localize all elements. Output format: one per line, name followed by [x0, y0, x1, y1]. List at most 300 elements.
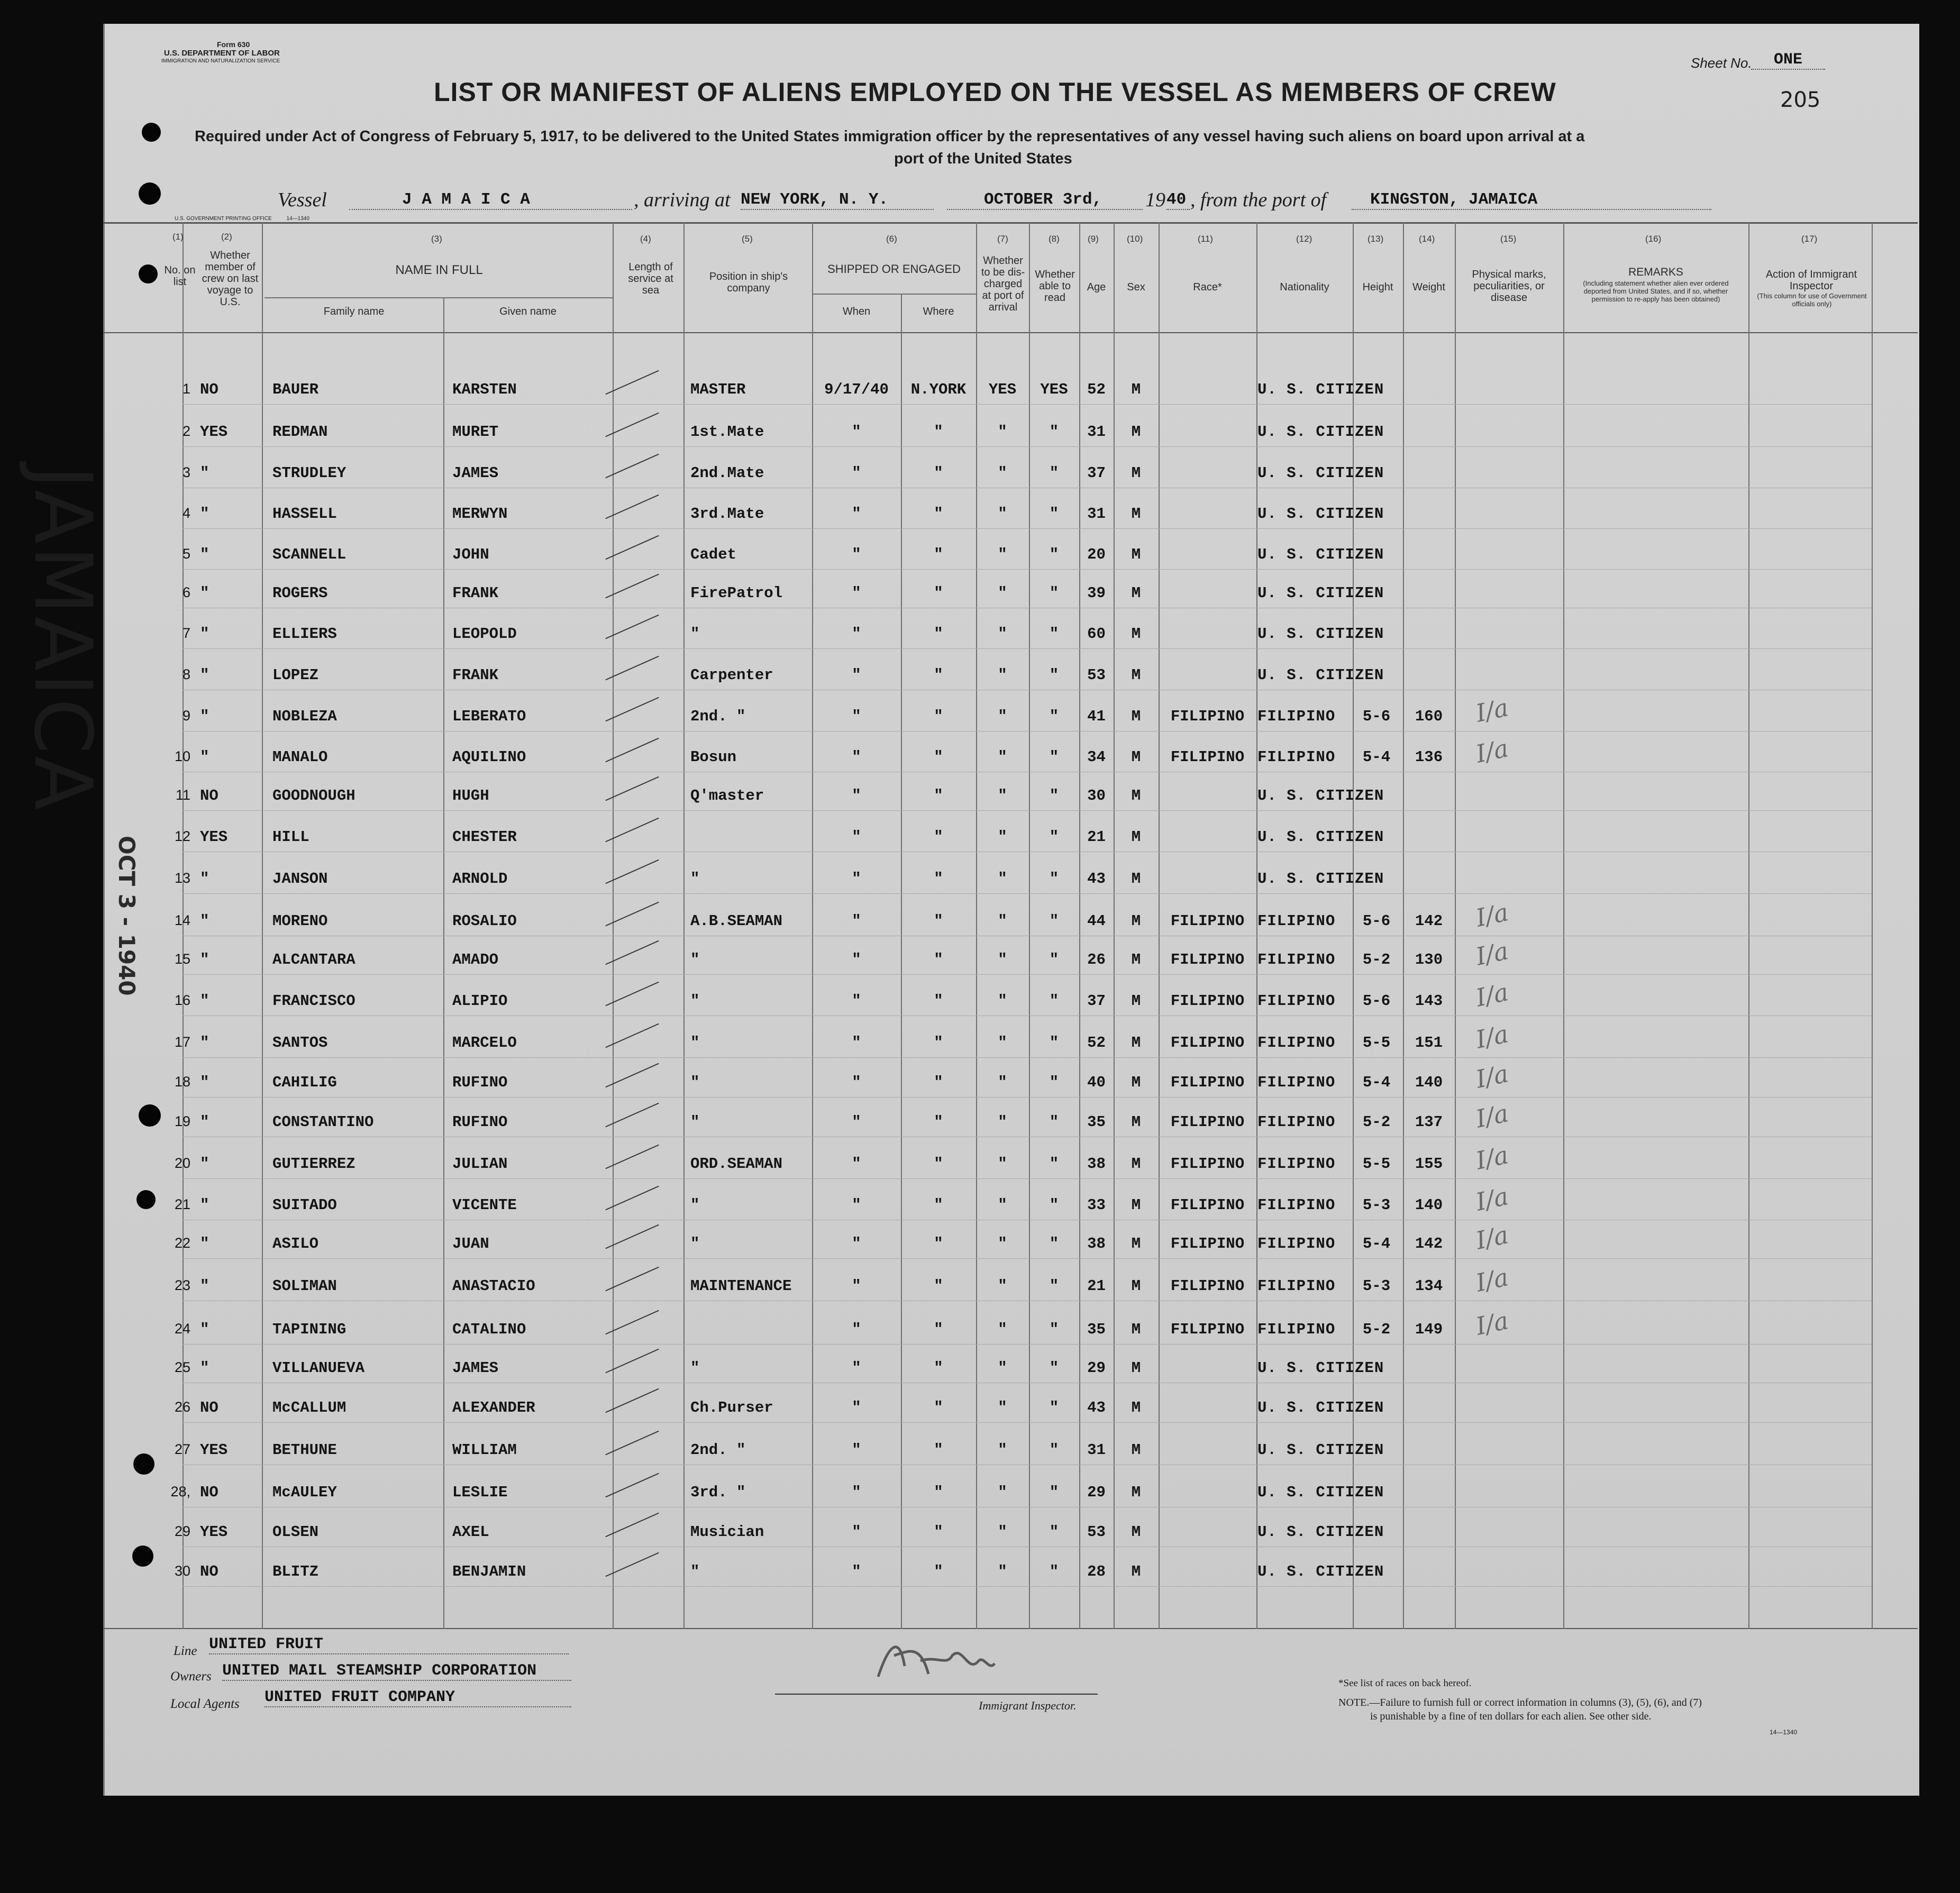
- cell-read: ": [1049, 625, 1059, 643]
- cell-nat: U. S. CITIZEN: [1257, 1359, 1384, 1377]
- cell-given: LEBERATO: [452, 708, 526, 725]
- col-num: (11): [1198, 234, 1213, 244]
- col-num: (7): [997, 234, 1008, 244]
- cell-family: FRANCISCO: [272, 992, 355, 1010]
- cell-family: NOBLEZA: [272, 708, 337, 725]
- cell-read: ": [1049, 1321, 1059, 1338]
- cell-position: MASTER: [690, 381, 746, 398]
- cell-height: 5-2: [1362, 1113, 1391, 1131]
- vessel-name-stamp: JAMAICA: [16, 465, 108, 812]
- col-num: (2): [221, 232, 232, 242]
- cell-where: N.YORK: [910, 381, 967, 398]
- cell-when: ": [852, 912, 861, 930]
- cell-family: STRUDLEY: [272, 464, 347, 482]
- row-rule: [183, 1344, 1872, 1345]
- cell-age: 40: [1087, 1074, 1106, 1091]
- cell-disch: ": [998, 1113, 1007, 1131]
- cell-when: ": [852, 423, 861, 441]
- cell-where: ": [934, 748, 943, 766]
- cell-nat: U. S. CITIZEN: [1257, 1523, 1384, 1541]
- cell-prev: ": [200, 464, 209, 482]
- cell-height: 5-4: [1362, 1235, 1391, 1252]
- cell-sex: M: [1131, 1235, 1141, 1252]
- cell-prev: ": [200, 1074, 209, 1091]
- arriving-label: , arriving at: [634, 189, 731, 211]
- header-given-name: Given name: [499, 306, 557, 317]
- cell-prev: ": [200, 1196, 209, 1214]
- cell-position: ": [690, 1359, 700, 1377]
- cell-where: ": [934, 464, 943, 482]
- cell-no: 9: [182, 708, 190, 724]
- cell-sex: M: [1131, 1074, 1141, 1091]
- cell-height: 5-6: [1362, 912, 1391, 930]
- cell-no: 22: [174, 1235, 190, 1251]
- cell-weight: 130: [1415, 951, 1443, 968]
- cell-where: ": [934, 584, 943, 602]
- cell-disch: ": [998, 1359, 1007, 1377]
- physical-marks-annotation: I/a: [1473, 734, 1511, 769]
- cell-nat: FILIPINO: [1257, 748, 1336, 766]
- cell-family: SANTOS: [272, 1034, 328, 1051]
- cell-where: ": [934, 1034, 943, 1051]
- cell-prev: ": [200, 1113, 209, 1131]
- cell-race: FILIPINO: [1170, 748, 1245, 766]
- cell-height: 5-4: [1362, 748, 1391, 766]
- cell-family: BAUER: [272, 381, 319, 398]
- row-rule: [183, 974, 1872, 975]
- cell-no: 14: [174, 912, 190, 928]
- row-rule: [183, 1586, 1872, 1587]
- cell-family: McCALLUM: [272, 1399, 347, 1416]
- cell-age: 44: [1087, 912, 1106, 930]
- cell-family: SOLIMAN: [272, 1277, 337, 1295]
- cell-where: ": [934, 666, 943, 684]
- cell-where: ": [934, 1155, 943, 1173]
- cell-when: ": [852, 1321, 861, 1338]
- cell-no: 3: [182, 464, 190, 480]
- cell-no: 4: [182, 505, 190, 521]
- cell-prev: ": [200, 505, 209, 523]
- cell-where: ": [934, 1399, 943, 1416]
- arriving-port: NEW YORK, N. Y.: [741, 190, 934, 210]
- header-race: Race*: [1193, 281, 1222, 293]
- cell-position: ": [690, 870, 700, 888]
- col-num: (14): [1419, 234, 1435, 244]
- cell-sex: M: [1131, 870, 1141, 888]
- cell-age: 21: [1087, 1277, 1106, 1295]
- cell-height: 5-2: [1362, 1321, 1391, 1338]
- cell-age: 43: [1087, 870, 1106, 888]
- cell-sex: M: [1131, 828, 1141, 846]
- cell-read: YES: [1040, 381, 1068, 398]
- cell-sex: M: [1131, 1155, 1141, 1173]
- cell-position: ": [690, 1113, 700, 1131]
- header-bottom-rule: [103, 332, 1918, 333]
- cell-position: 1st.Mate: [690, 423, 764, 441]
- cell-no: 10: [174, 748, 190, 764]
- cell-family: CAHILIG: [272, 1074, 337, 1091]
- cell-position: A.B.SEAMAN: [690, 912, 783, 930]
- cell-when: ": [852, 1034, 861, 1051]
- physical-marks-annotation: I/a: [1473, 1059, 1511, 1094]
- physical-marks-annotation: I/a: [1473, 1140, 1511, 1175]
- cell-position: Musician: [690, 1523, 764, 1541]
- header-discharged: Whether to be dis-charged at port of arrival: [981, 255, 1025, 313]
- cell-read: ": [1049, 1034, 1059, 1051]
- cell-age: 52: [1087, 381, 1106, 398]
- punch-hole: [136, 1190, 156, 1209]
- cell-weight: 160: [1415, 708, 1443, 725]
- cell-weight: 136: [1415, 748, 1443, 766]
- cell-sex: M: [1131, 1277, 1141, 1295]
- name-subheader-rule: [265, 297, 614, 298]
- cell-disch: ": [998, 666, 1007, 684]
- cell-when: ": [852, 505, 861, 523]
- inspector-signature-line: [775, 1694, 1098, 1695]
- cell-where: ": [934, 1113, 943, 1131]
- cell-read: ": [1049, 666, 1059, 684]
- cell-no: 1: [182, 381, 190, 397]
- col-num: (6): [886, 234, 897, 244]
- cell-age: 38: [1087, 1155, 1106, 1173]
- cell-race: FILIPINO: [1170, 708, 1245, 725]
- cell-disch: ": [998, 1441, 1007, 1459]
- cell-read: ": [1049, 870, 1059, 888]
- agents-value: UNITED FRUIT COMPANY: [265, 1688, 571, 1707]
- cell-where: ": [934, 912, 943, 930]
- cell-given: JUAN: [452, 1235, 489, 1252]
- cell-read: ": [1049, 584, 1059, 602]
- cell-given: AQUILINO: [452, 748, 526, 766]
- cell-family: ASILO: [272, 1235, 319, 1252]
- cell-position: 2nd. ": [690, 708, 746, 725]
- cell-when: ": [852, 787, 861, 804]
- cell-disch: ": [998, 748, 1007, 766]
- cell-given: BENJAMIN: [452, 1563, 526, 1580]
- cell-disch: ": [998, 708, 1007, 725]
- cell-height: 5-3: [1362, 1196, 1391, 1214]
- cell-position: Cadet: [690, 546, 737, 563]
- punch-hole: [139, 1104, 161, 1127]
- cell-when: ": [852, 666, 861, 684]
- header-age: Age: [1087, 281, 1106, 293]
- cell-when: ": [852, 1441, 861, 1459]
- cell-prev: ": [200, 1235, 209, 1252]
- cell-prev: ": [200, 1321, 209, 1338]
- cell-race: FILIPINO: [1170, 1113, 1245, 1131]
- cell-read: ": [1049, 951, 1059, 968]
- cell-given: AXEL: [452, 1523, 489, 1541]
- punch-hole: [139, 264, 158, 284]
- cell-age: 21: [1087, 828, 1106, 846]
- cell-no: 29: [174, 1523, 190, 1539]
- cell-given: JULIAN: [452, 1155, 508, 1173]
- cell-age: 37: [1087, 464, 1106, 482]
- cell-read: ": [1049, 546, 1059, 563]
- cell-nat: U. S. CITIZEN: [1257, 1563, 1384, 1580]
- cell-no: 28,: [170, 1484, 190, 1499]
- header-service: Length of service at sea: [628, 261, 673, 296]
- cell-age: 35: [1087, 1321, 1106, 1338]
- cell-sex: M: [1131, 708, 1141, 725]
- cell-when: ": [852, 584, 861, 602]
- cell-sex: M: [1131, 1441, 1141, 1459]
- physical-marks-annotation: I/a: [1473, 977, 1511, 1012]
- cell-sex: M: [1131, 1523, 1141, 1541]
- col-line: [443, 297, 444, 1629]
- cell-age: 35: [1087, 1113, 1106, 1131]
- cell-prev: NO: [200, 1563, 218, 1580]
- cell-race: FILIPINO: [1170, 1034, 1245, 1051]
- cell-family: TAPINING: [272, 1321, 347, 1338]
- col-num: (1): [172, 232, 184, 242]
- cell-when: ": [852, 1196, 861, 1214]
- cell-weight: 149: [1415, 1321, 1443, 1338]
- cell-given: ARNOLD: [452, 870, 508, 888]
- cell-family: HILL: [272, 828, 309, 846]
- cell-read: ": [1049, 1399, 1059, 1416]
- cell-race: FILIPINO: [1170, 992, 1245, 1010]
- cell-when: ": [852, 1113, 861, 1131]
- cell-given: ANASTACIO: [452, 1277, 535, 1295]
- cell-prev: ": [200, 708, 209, 725]
- cell-read: ": [1049, 787, 1059, 804]
- cell-when: ": [852, 546, 861, 563]
- page-number: 205: [1780, 88, 1821, 112]
- cell-given: KARSTEN: [452, 381, 517, 398]
- cell-where: ": [934, 1563, 943, 1580]
- cell-prev: ": [200, 951, 209, 968]
- cell-read: ": [1049, 1074, 1059, 1091]
- cell-height: 5-5: [1362, 1034, 1391, 1051]
- cell-where: ": [934, 505, 943, 523]
- cell-position: 3rd. ": [690, 1484, 746, 1501]
- cell-given: RUFINO: [452, 1113, 508, 1131]
- cell-age: 41: [1087, 708, 1106, 725]
- physical-marks-annotation: I/a: [1473, 1019, 1511, 1054]
- cell-given: LESLIE: [452, 1484, 508, 1501]
- cell-given: FRANK: [452, 666, 499, 684]
- cell-given: MARCELO: [452, 1034, 517, 1051]
- cell-disch: ": [998, 870, 1007, 888]
- physical-marks-annotation: I/a: [1473, 1306, 1511, 1341]
- cell-prev: ": [200, 992, 209, 1010]
- cell-prev: YES: [200, 423, 228, 441]
- cell-nat: FILIPINO: [1257, 1277, 1336, 1295]
- cell-disch: ": [998, 787, 1007, 804]
- cell-given: CHESTER: [452, 828, 517, 846]
- cell-read: ": [1049, 1235, 1059, 1252]
- cell-no: 23: [174, 1277, 190, 1293]
- cell-read: ": [1049, 1113, 1059, 1131]
- cell-sex: M: [1131, 748, 1141, 766]
- agents-label: Local Agents: [170, 1697, 240, 1711]
- cell-read: ": [1049, 828, 1059, 846]
- cell-disch: ": [998, 464, 1007, 482]
- year-prefix: 19: [1145, 189, 1165, 211]
- cell-no: 17: [174, 1034, 190, 1050]
- cell-family: GUTIERREZ: [272, 1155, 355, 1173]
- cell-sex: M: [1131, 951, 1141, 968]
- cell-weight: 142: [1415, 912, 1443, 930]
- cell-age: 29: [1087, 1484, 1106, 1501]
- cell-given: CATALINO: [452, 1321, 526, 1338]
- cell-nat: U. S. CITIZEN: [1257, 546, 1384, 563]
- header-when: When: [842, 306, 871, 317]
- physical-marks-annotation: I/a: [1473, 936, 1511, 971]
- cell-nat: FILIPINO: [1257, 1074, 1336, 1091]
- cell-nat: U. S. CITIZEN: [1257, 505, 1384, 523]
- cell-age: 31: [1087, 423, 1106, 441]
- cell-race: FILIPINO: [1170, 1074, 1245, 1091]
- header-prev-voyage: Whether member of crew on last voyage to U.S.: [202, 250, 259, 308]
- cell-family: ALCANTARA: [272, 951, 355, 968]
- cell-family: JANSON: [272, 870, 328, 888]
- cell-disch: ": [998, 951, 1007, 968]
- arrival-date: OCTOBER 3rd,: [947, 190, 1143, 210]
- row-rule: [183, 1057, 1872, 1058]
- cell-prev: ": [200, 1034, 209, 1051]
- cell-prev: YES: [200, 1441, 228, 1459]
- subtitle-line-2: port of the United States: [894, 150, 1072, 167]
- cell-position: Bosun: [690, 748, 737, 766]
- cell-nat: FILIPINO: [1257, 1155, 1336, 1173]
- cell-disch: ": [998, 1074, 1007, 1091]
- cell-position: 2nd. ": [690, 1441, 746, 1459]
- cell-disch: ": [998, 1321, 1007, 1338]
- cell-disch: ": [998, 423, 1007, 441]
- row-rule: [183, 1422, 1872, 1423]
- cell-when: ": [852, 708, 861, 725]
- col-num: (9): [1088, 234, 1099, 244]
- cell-age: 30: [1087, 787, 1106, 804]
- vessel-name: J A M A I C A: [349, 190, 632, 210]
- cell-read: ": [1049, 912, 1059, 930]
- header-shipped: SHIPPED OR ENGAGED: [827, 262, 961, 276]
- cell-sex: M: [1131, 912, 1141, 930]
- cell-weight: 142: [1415, 1235, 1443, 1252]
- col-num: (13): [1368, 234, 1384, 244]
- cell-given: MERWYN: [452, 505, 508, 523]
- cell-weight: 151: [1415, 1034, 1443, 1051]
- col-num: (5): [742, 234, 753, 244]
- cell-given: ROSALIO: [452, 912, 517, 930]
- cell-age: 43: [1087, 1399, 1106, 1416]
- cell-height: 5-2: [1362, 951, 1391, 968]
- cell-disch: ": [998, 1034, 1007, 1051]
- cell-prev: NO: [200, 1484, 218, 1501]
- col-line: [1872, 222, 1873, 1629]
- sheet-number: ONE: [1751, 51, 1825, 70]
- cell-sex: M: [1131, 1399, 1141, 1416]
- cell-nat: U. S. CITIZEN: [1257, 870, 1384, 888]
- cell-height: 5-6: [1362, 708, 1391, 725]
- cell-where: ": [934, 870, 943, 888]
- cell-sex: M: [1131, 1321, 1141, 1338]
- cell-no: 25: [174, 1359, 190, 1375]
- service-name: IMMIGRATION AND NATURALIZATION SERVICE: [161, 58, 280, 64]
- header-family-name: Family name: [323, 306, 385, 317]
- cell-read: ": [1049, 748, 1059, 766]
- cell-nat: FILIPINO: [1257, 912, 1336, 930]
- cell-when: ": [852, 464, 861, 482]
- row-rule: [183, 1097, 1872, 1098]
- header-list-no: No. on list: [164, 264, 196, 288]
- cell-family: ELLIERS: [272, 625, 337, 643]
- cell-when: ": [852, 870, 861, 888]
- cell-no: 27: [174, 1441, 190, 1457]
- cell-prev: ": [200, 1359, 209, 1377]
- cell-position: Ch.Purser: [690, 1399, 773, 1416]
- cell-height: 5-6: [1362, 992, 1391, 1010]
- header-position: Position in ship's company: [709, 271, 788, 294]
- cell-family: CONSTANTINO: [272, 1113, 374, 1131]
- page-title: LIST OR MANIFEST OF ALIENS EMPLOYED ON THE VESSEL AS MEMBERS OF CREW: [434, 77, 1556, 107]
- cell-where: ": [934, 787, 943, 804]
- penalty-note-1: NOTE.—Failure to furnish full or correct information in columns (3), (5), (6), and (7): [1338, 1697, 1702, 1708]
- cell-family: MORENO: [272, 912, 328, 930]
- cell-when: 9/17/40: [824, 381, 889, 398]
- cell-family: GOODNOUGH: [272, 787, 355, 804]
- from-port: KINGSTON, JAMAICA: [1352, 190, 1711, 210]
- col-num: (10): [1127, 234, 1143, 244]
- cell-where: ": [934, 1074, 943, 1091]
- cell-weight: 155: [1415, 1155, 1443, 1173]
- cell-when: ": [852, 828, 861, 846]
- col-num: (16): [1645, 234, 1662, 244]
- cell-nat: U. S. CITIZEN: [1257, 1484, 1384, 1501]
- header-marks: Physical marks, peculiarities, or disease: [1472, 269, 1546, 304]
- cell-prev: NO: [200, 787, 218, 804]
- col-line: [1455, 222, 1456, 1629]
- cell-sex: M: [1131, 787, 1141, 804]
- cell-when: ": [852, 1155, 861, 1173]
- cell-race: FILIPINO: [1170, 1321, 1245, 1338]
- cell-no: 21: [174, 1196, 190, 1212]
- cell-given: JAMES: [452, 464, 499, 482]
- cell-family: HASSELL: [272, 505, 337, 523]
- cell-position: ": [690, 1235, 700, 1252]
- cell-when: ": [852, 748, 861, 766]
- header-weight: Weight: [1412, 281, 1445, 293]
- vessel-label: Vessel: [278, 189, 327, 211]
- cell-given: VICENTE: [452, 1196, 517, 1214]
- cell-nat: U. S. CITIZEN: [1257, 584, 1384, 602]
- cell-weight: 140: [1415, 1196, 1443, 1214]
- cell-prev: ": [200, 625, 209, 643]
- cell-where: ": [934, 1484, 943, 1501]
- cell-disch: ": [998, 546, 1007, 563]
- cell-height: 5-4: [1362, 1074, 1391, 1091]
- punch-hole: [139, 182, 161, 205]
- cell-nat: FILIPINO: [1257, 1321, 1336, 1338]
- cell-disch: ": [998, 1277, 1007, 1295]
- cell-read: ": [1049, 505, 1059, 523]
- owners-value: UNITED MAIL STEAMSHIP CORPORATION: [222, 1662, 571, 1681]
- department: U.S. DEPARTMENT OF LABOR: [164, 49, 280, 58]
- cell-no: 8: [182, 666, 190, 682]
- cell-sex: M: [1131, 1563, 1141, 1580]
- cell-disch: ": [998, 1563, 1007, 1580]
- cell-prev: NO: [200, 381, 218, 398]
- cell-given: FRANK: [452, 584, 499, 602]
- cell-given: ALIPIO: [452, 992, 508, 1010]
- cell-given: ALEXANDER: [452, 1399, 535, 1416]
- cell-prev: ": [200, 870, 209, 888]
- cell-nat: U. S. CITIZEN: [1257, 787, 1384, 804]
- header-nationality: Nationality: [1280, 281, 1329, 293]
- cell-no: 16: [174, 992, 190, 1008]
